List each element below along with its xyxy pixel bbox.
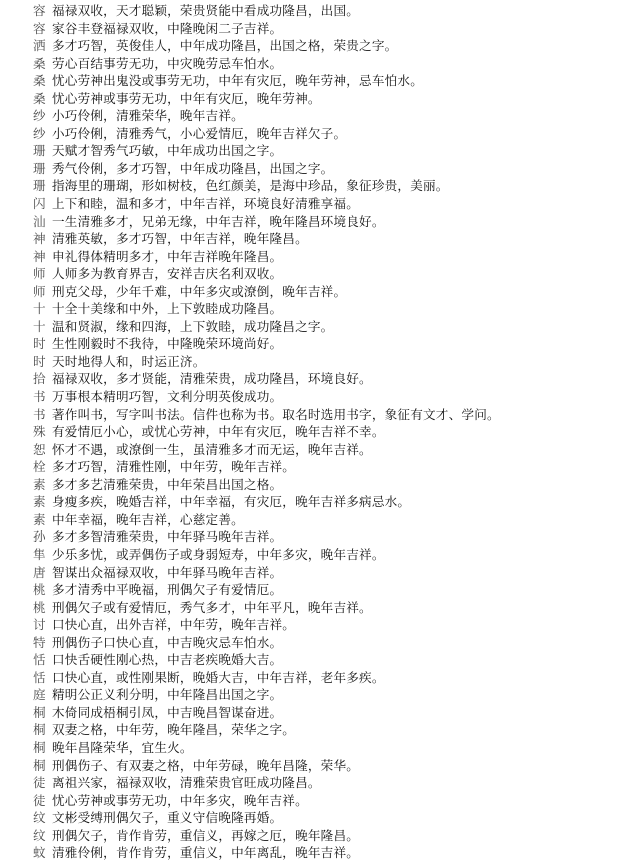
entry-meaning: 一生清雅多才，兄弟无缘，中年吉祥，晚年隆昌环境良好。 bbox=[52, 213, 385, 229]
entry-meaning: 口快心直，出外吉祥，中年劳，晚年吉祥。 bbox=[52, 617, 296, 633]
entry-character: 拾 bbox=[33, 371, 46, 387]
entry-character: 桃 bbox=[33, 582, 46, 598]
list-item bbox=[33, 528, 614, 546]
entry-meaning: 多才清秀中平晚福，刑偶欠子有爱情厄。 bbox=[52, 582, 283, 598]
entry-meaning: 家谷丰登福禄双收，中隆晚闲二子吉祥。 bbox=[52, 20, 283, 36]
entry-meaning: 刑偶伤子、有双妻之格，中年劳碌，晚年昌隆，荣华。 bbox=[52, 757, 360, 773]
list-item bbox=[33, 651, 614, 669]
list-item bbox=[33, 230, 614, 248]
entry-character: 珊 bbox=[33, 160, 46, 176]
entry-character: 容 bbox=[33, 20, 46, 36]
entry-character: 桑 bbox=[33, 90, 46, 106]
entry-character: 闪 bbox=[33, 196, 46, 212]
list-item bbox=[33, 774, 614, 792]
entry-meaning: 天赋才智秀气巧敏，中年成功出国之字。 bbox=[52, 143, 283, 159]
entry-character: 珊 bbox=[33, 178, 46, 194]
entry-character: 时 bbox=[33, 353, 46, 369]
entry-character: 容 bbox=[33, 3, 46, 18]
list-item bbox=[33, 827, 614, 845]
list-item bbox=[33, 704, 614, 722]
entry-character: 纹 bbox=[33, 827, 46, 843]
entry-character: 桑 bbox=[33, 55, 46, 71]
entry-meaning: 口快心直，或性刚果断，晚婚大吉，中年吉祥，老年多疾。 bbox=[52, 669, 385, 685]
entry-meaning: 多才巧智，英俊佳人，中年成功隆昌，出国之格，荣贵之字。 bbox=[52, 38, 398, 54]
entry-meaning: 怀才不遇，或潦倒一生，虽清雅多才而无运，晚年吉祥。 bbox=[52, 441, 372, 457]
list-item bbox=[33, 792, 614, 810]
entry-meaning: 身瘦多疾，晚婚吉祥，中年幸福，有灾厄，晚年吉祥多病忌水。 bbox=[52, 494, 411, 510]
entry-meaning: 刑偶伤子口快心直，中吉晚灾忌车怕水。 bbox=[52, 634, 283, 650]
entry-character: 徒 bbox=[33, 775, 46, 791]
entry-character: 师 bbox=[33, 283, 46, 299]
list-item bbox=[33, 213, 614, 231]
entry-meaning: 少乐多忧，或弄偶伤子或身弱短寿，中年多灾，晚年吉祥。 bbox=[52, 546, 385, 562]
entry-character: 孙 bbox=[33, 529, 46, 545]
entry-character: 素 bbox=[33, 476, 46, 492]
list-item bbox=[33, 20, 614, 38]
list-item bbox=[33, 458, 614, 476]
list-item bbox=[33, 335, 614, 353]
entry-meaning: 万事根本精明巧智，文利分明英俊成功。 bbox=[52, 389, 283, 405]
entry-character: 桃 bbox=[33, 599, 46, 615]
entry-meaning: 清雅英敏，多才巧智，中年吉祥，晚年隆昌。 bbox=[52, 231, 308, 247]
entry-character: 桐 bbox=[33, 722, 46, 738]
entry-meaning: 中年幸福，晚年吉祥，心慈定善。 bbox=[52, 511, 244, 527]
entry-meaning: 十全十美缘和中外，上下敦睦成功隆昌。 bbox=[52, 301, 283, 317]
entry-character: 恬 bbox=[33, 669, 46, 685]
entry-meaning: 智谋出众福禄双收，中年驿马晚年吉祥。 bbox=[52, 564, 283, 580]
entry-meaning: 忧心劳神或事劳无功，中年多灾，晚年吉祥。 bbox=[52, 792, 308, 808]
entry-meaning: 福禄双收，天才聪颖，荣贵贤能中看成功隆昌，出国。 bbox=[52, 3, 360, 18]
entry-character: 栓 bbox=[33, 459, 46, 475]
entry-character: 徒 bbox=[33, 792, 46, 808]
list-item bbox=[33, 125, 614, 143]
list-item bbox=[33, 686, 614, 704]
entry-meaning: 刑偶欠子，肯作肯劳，重信义，再嫁之厄，晚年隆昌。 bbox=[52, 827, 360, 843]
entry-character: 桑 bbox=[33, 73, 46, 89]
entry-character: 讨 bbox=[33, 617, 46, 633]
entry-character: 纱 bbox=[33, 108, 46, 124]
entry-meaning: 人师多为教育界吉，安祥吉庆名利双收。 bbox=[52, 266, 283, 282]
entry-character: 恕 bbox=[33, 441, 46, 457]
entry-meaning: 精明公正义利分明，中年隆昌出国之字。 bbox=[52, 687, 283, 703]
entry-character: 素 bbox=[33, 511, 46, 527]
list-item bbox=[33, 546, 614, 564]
list-item bbox=[33, 90, 614, 108]
entry-character: 十 bbox=[33, 318, 46, 334]
entry-meaning: 著作叫书，写字叫书法。信件也称为书。取名时选用书字，象征有文才、学问。 bbox=[52, 406, 500, 422]
entry-character: 桐 bbox=[33, 704, 46, 720]
entry-character: 纱 bbox=[33, 125, 46, 141]
list-item bbox=[33, 406, 614, 424]
entry-character: 蚊 bbox=[33, 845, 46, 861]
entry-meaning: 晚年昌隆荣华，宜生火。 bbox=[52, 739, 193, 755]
entry-meaning: 多才多艺清雅荣贵，中年荣昌出国之格。 bbox=[52, 476, 283, 492]
entry-character: 珊 bbox=[33, 143, 46, 159]
entry-character: 桐 bbox=[33, 757, 46, 773]
entry-character: 特 bbox=[33, 634, 46, 650]
list-item bbox=[33, 72, 614, 90]
entry-character: 唐 bbox=[33, 564, 46, 580]
entry-character: 洒 bbox=[33, 38, 46, 54]
entry-character: 十 bbox=[33, 301, 46, 317]
entry-meaning: 有爱情厄小心，或忧心劳神，中年有灾厄，晚年吉祥不幸。 bbox=[52, 424, 385, 440]
list-item bbox=[33, 739, 614, 757]
list-item bbox=[33, 721, 614, 739]
list-item bbox=[33, 599, 614, 617]
entry-meaning: 福禄双收，多才贤能，清雅荣贵，成功隆昌，环境良好。 bbox=[52, 371, 372, 387]
list-item bbox=[33, 511, 614, 529]
list-item bbox=[33, 248, 614, 266]
list-item bbox=[33, 177, 614, 195]
list-item bbox=[33, 353, 614, 371]
list-item bbox=[33, 318, 614, 336]
entry-meaning: 天时地得人和，时运正济。 bbox=[52, 353, 206, 369]
entry-meaning: 上下和睦，温和多才，中年吉祥，环境良好清雅享福。 bbox=[52, 196, 360, 212]
entry-meaning: 忧心劳神或事劳无功，中年有灾厄，晚年劳神。 bbox=[52, 90, 321, 106]
list-item bbox=[33, 195, 614, 213]
entry-character: 神 bbox=[33, 248, 46, 264]
entry-character: 书 bbox=[33, 406, 46, 422]
entry-meaning: 刑克父母，少年千难，中年多灾或潦倒，晚年吉祥。 bbox=[52, 283, 347, 299]
entry-meaning: 忧心劳神出鬼没或事劳无功，中年有灾厄，晚年劳神，忌车怕水。 bbox=[52, 73, 424, 89]
list-item bbox=[33, 616, 614, 634]
entry-character: 殊 bbox=[33, 424, 46, 440]
entry-meaning: 口快舌硬性刚心热，中吉老疾晚婚大吉。 bbox=[52, 652, 283, 668]
entry-character: 纹 bbox=[33, 810, 46, 826]
entry-meaning: 秀气伶俐，多才巧智，中年成功隆昌，出国之字。 bbox=[52, 160, 334, 176]
entry-meaning: 劳心百结事劳无功，中灾晚劳忌车怕水。 bbox=[52, 55, 283, 71]
entry-meaning: 指海里的珊瑚，形如树枝，色红颜美，是海中珍品，象征珍贵，美丽。 bbox=[52, 178, 449, 194]
entry-character: 神 bbox=[33, 231, 46, 247]
entry-meaning: 温和贤淑，缘和四海，上下敦睦，成功隆昌之字。 bbox=[52, 318, 334, 334]
entry-character: 汕 bbox=[33, 213, 46, 229]
entry-meaning: 多才巧智，清雅性刚，中年劳，晚年吉祥。 bbox=[52, 459, 296, 475]
entry-character: 桐 bbox=[33, 739, 46, 755]
list-item bbox=[33, 493, 614, 511]
list-item bbox=[33, 283, 614, 301]
entry-character: 庭 bbox=[33, 687, 46, 703]
entry-character: 书 bbox=[33, 389, 46, 405]
list-item bbox=[33, 634, 614, 652]
list-item bbox=[33, 844, 614, 862]
list-item bbox=[33, 809, 614, 827]
list-item bbox=[33, 2, 614, 20]
list-item bbox=[33, 476, 614, 494]
entry-character: 素 bbox=[33, 494, 46, 510]
list-item bbox=[33, 581, 614, 599]
entry-meaning: 多才多智清雅荣贵，中年驿马晚年吉祥。 bbox=[52, 529, 283, 545]
name-meaning-list bbox=[33, 2, 614, 862]
list-item bbox=[33, 300, 614, 318]
list-item bbox=[33, 423, 614, 441]
entry-meaning: 申礼得体精明多才，中年吉祥晚年隆昌。 bbox=[52, 248, 283, 264]
entry-meaning: 木倚同成梧桐引凤，中吉晚昌智谋奋进。 bbox=[52, 704, 283, 720]
list-item bbox=[33, 107, 614, 125]
list-item bbox=[33, 37, 614, 55]
list-item bbox=[33, 388, 614, 406]
entry-meaning: 刑偶欠子或有爱情厄，秀气多才，中年平凡，晚年吉祥。 bbox=[52, 599, 372, 615]
entry-meaning: 双妻之格，中年劳，晚年隆昌，荣华之字。 bbox=[52, 722, 296, 738]
list-item bbox=[33, 441, 614, 459]
entry-meaning: 清雅伶俐，肯作肯劳，重信义，中年离乱，晚年吉祥。 bbox=[52, 845, 360, 861]
list-item bbox=[33, 160, 614, 178]
list-item bbox=[33, 142, 614, 160]
list-item bbox=[33, 55, 614, 73]
entry-meaning: 生性刚毅时不我待，中隆晚荣环境尚好。 bbox=[52, 336, 283, 352]
entry-character: 师 bbox=[33, 266, 46, 282]
entry-character: 隼 bbox=[33, 546, 46, 562]
entry-meaning: 小巧伶俐，清雅荣华，晚年吉祥。 bbox=[52, 108, 244, 124]
entry-meaning: 小巧伶俐，清雅秀气，小心爱情厄，晚年吉祥欠子。 bbox=[52, 125, 347, 141]
entry-meaning: 离祖兴家，福禄双收，清雅荣贵官旺成功隆昌。 bbox=[52, 775, 321, 791]
list-item bbox=[33, 370, 614, 388]
list-item bbox=[33, 564, 614, 582]
entry-character: 恬 bbox=[33, 652, 46, 668]
list-item bbox=[33, 265, 614, 283]
list-item bbox=[33, 669, 614, 687]
list-item bbox=[33, 757, 614, 775]
entry-character: 时 bbox=[33, 336, 46, 352]
entry-meaning: 文彬受缚刑偶欠子，重义守信晚隆再婚。 bbox=[52, 810, 283, 826]
